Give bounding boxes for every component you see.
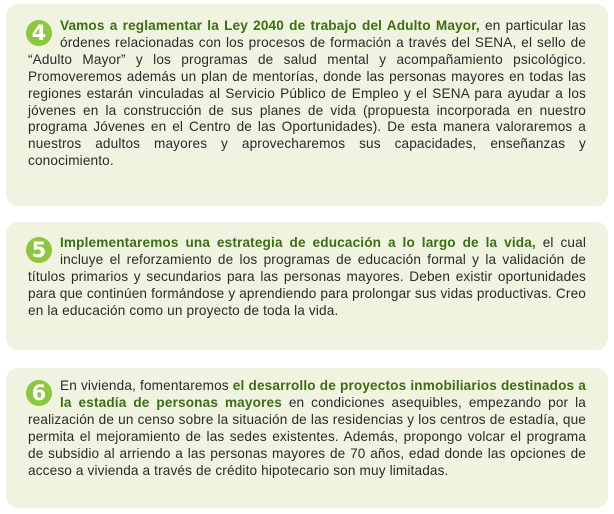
- proposal-6-heading: el desarrollo de proyectos inmobiliarios destinados a la estadía de personas mayores: [60, 378, 586, 410]
- number-badge-icon: 4: [26, 20, 52, 46]
- proposal-card-5: [6, 222, 608, 350]
- proposal-4-body: en particular las órdenes relacionadas con los procesos de formación a través del SENA, el sello de “Adulto Mayor” y los programas de salud mental y acompañamiento psicológico. Promoveremos además un plan de mentorías, donde las personas mayores en todas las regiones estarán vinculadas al Servicio Público de Empleo y el SENA para ayudar a los jóvenes en la construcción de sus planes de vida (propuesta incorporada en nuestro programa Jóvenes en el Centro de las Oportunidades). De esta manera valoraremos a nuestros adultos mayores y aprovecharemos sus capacidades, enseñanzas y conocimiento.: [28, 18, 586, 169]
- proposal-5-heading: Implementaremos una estrategia de educación a lo largo de la vida,: [60, 235, 536, 250]
- proposal-card-4: [6, 4, 608, 206]
- number-badge-icon: 6: [26, 380, 52, 406]
- proposal-6-intro: En vivienda, fomentaremos: [60, 378, 233, 393]
- proposal-5-body: el cual incluye el reforzamiento de los programas de educación formal y la validación de títulos primarios y secundarios para las personas mayores. Deben existir oportunidades para que continúen formándose y aprendiendo para prolongar sus vidas productivas. Creo en la educación como un proyecto de toda la vida.: [28, 235, 586, 318]
- proposal-card-6: [6, 368, 608, 508]
- number-badge-icon: 5: [26, 237, 52, 263]
- proposal-6-body: en condiciones asequibles, empezando por la realización de un censo sobre la situación de las residencias y los centros de estadía, que permita el mejoramiento de las sedes existentes. Además, propongo volcar el programa de subsidio al arriendo a las personas mayores de 70 años, edad donde las opciones de acceso a vivienda a través de crédito hipotecario son muy limitadas.: [28, 394, 586, 478]
- proposal-4-heading: Vamos a reglamentar la Ley 2040 de trabajo del Adulto Mayor,: [60, 18, 480, 33]
